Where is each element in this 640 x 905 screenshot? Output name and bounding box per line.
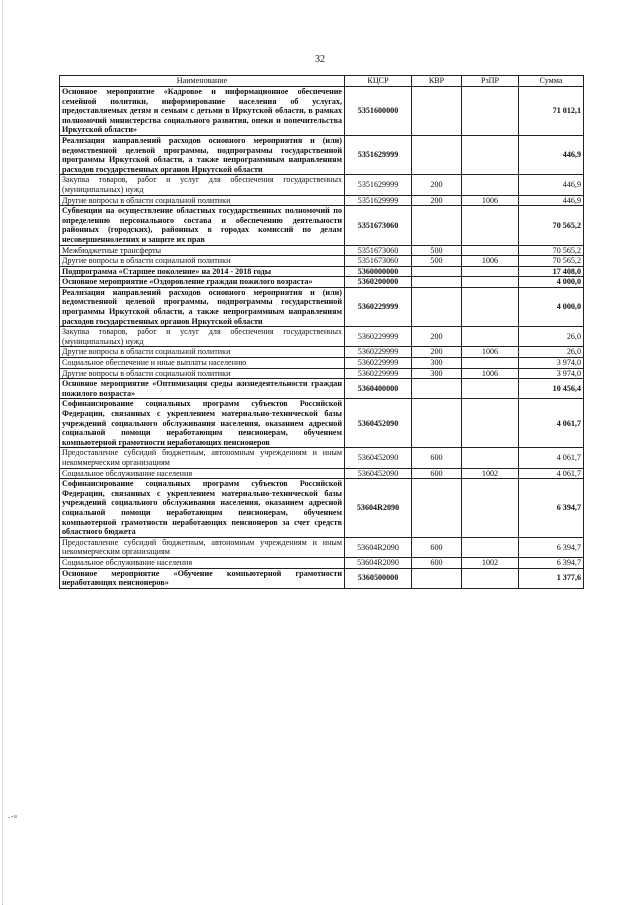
cell-sum: 3 974,0 — [519, 368, 584, 379]
header-rzpr: РзПР — [462, 76, 519, 87]
header-name: Наименование — [60, 76, 345, 87]
margin-mark: - ·· ≡ — [8, 813, 17, 821]
header-kcsr: КЦСР — [345, 76, 412, 87]
table-row — [60, 266, 584, 277]
table-row — [60, 287, 584, 326]
cell-sum: 446,9 — [519, 175, 584, 195]
cell-sum: 446,9 — [519, 195, 584, 206]
table-row — [60, 557, 584, 568]
cell-kvr: 200 — [412, 195, 462, 206]
table-row — [60, 358, 584, 369]
cell-rzpr — [462, 87, 519, 136]
table-row — [60, 327, 584, 347]
cell-rzpr — [462, 399, 519, 448]
cell-kvr: 500 — [412, 245, 462, 256]
cell-kvr — [412, 135, 462, 174]
cell-kcsr: 5360500000 — [345, 568, 412, 588]
table-row — [60, 195, 584, 206]
cell-rzpr — [462, 206, 519, 245]
cell-sum: 4 000,0 — [519, 287, 584, 326]
cell-rzpr — [462, 277, 519, 288]
cell-sum: 70 565,2 — [519, 206, 584, 245]
cell-rzpr — [462, 479, 519, 538]
cell-sum: 4 061,7 — [519, 448, 584, 468]
cell-sum: 4 061,7 — [519, 399, 584, 448]
table-row — [60, 368, 584, 379]
header-sum: Сумма — [519, 76, 584, 87]
cell-name: Предоставление субсидий бюджетным, автономным учреждениям и иным некоммерческим организациям — [60, 537, 345, 557]
cell-sum: 4 000,0 — [519, 277, 584, 288]
cell-kcsr: 53604R2090 — [345, 537, 412, 557]
table-row — [60, 399, 584, 448]
cell-sum: 3 974,0 — [519, 358, 584, 369]
cell-kcsr: 5351629999 — [345, 135, 412, 174]
cell-kvr — [412, 277, 462, 288]
table-row — [60, 468, 584, 479]
cell-kcsr: 5351673060 — [345, 206, 412, 245]
scan-edge — [2, 0, 4, 905]
table-body — [60, 87, 584, 589]
table-row — [60, 245, 584, 256]
cell-rzpr — [462, 287, 519, 326]
header-kvr: КВР — [412, 76, 462, 87]
cell-name: Другие вопросы в области социальной политики — [60, 195, 345, 206]
cell-rzpr: 1002 — [462, 557, 519, 568]
table-row — [60, 347, 584, 358]
cell-rzpr: 1006 — [462, 368, 519, 379]
cell-kcsr: 5360000000 — [345, 266, 412, 277]
cell-kvr: 300 — [412, 358, 462, 369]
table-row — [60, 277, 584, 288]
cell-kcsr: 5351673060 — [345, 256, 412, 267]
cell-name: Подпрограмма «Старшее поколение» на 2014 - 2018 годы — [60, 266, 345, 277]
cell-kvr — [412, 479, 462, 538]
cell-name: Другие вопросы в области социальной политики — [60, 347, 345, 358]
cell-rzpr — [462, 327, 519, 347]
cell-kvr — [412, 399, 462, 448]
cell-name: Социальное обслуживание населения — [60, 468, 345, 479]
cell-name: Основное мероприятие «Обучение компьютерной грамотности неработающих пенсионеров» — [60, 568, 345, 588]
cell-name: Софинансирование социальных программ субъектов Российской Федерации, связанных с укреплением материально-технической базы учреждений социального обслуживания населения, оказанием адресной социальной помощи неработающим пенсионерам, обучением компьютерной грамотности неработающих пенсионеров за счет средств областного бюджета — [60, 479, 345, 538]
table-header-row — [60, 76, 584, 87]
cell-sum: 70 565,2 — [519, 245, 584, 256]
cell-sum: 4 061,7 — [519, 468, 584, 479]
table-row — [60, 479, 584, 538]
cell-name: Межбюджетные трансферты — [60, 245, 345, 256]
cell-name: Другие вопросы в области социальной политики — [60, 256, 345, 267]
cell-rzpr — [462, 245, 519, 256]
cell-rzpr: 1006 — [462, 347, 519, 358]
table-row — [60, 135, 584, 174]
cell-kcsr: 5351600000 — [345, 87, 412, 136]
cell-kvr: 200 — [412, 175, 462, 195]
budget-table — [59, 75, 584, 589]
cell-kcsr: 5360229999 — [345, 358, 412, 369]
cell-sum: 10 456,4 — [519, 379, 584, 399]
cell-name: Основное мероприятие «Оптимизация среды жизнедеятельности граждан пожилого возраста» — [60, 379, 345, 399]
cell-rzpr: 1006 — [462, 195, 519, 206]
cell-name: Основное мероприятие «Кадровое и информационное обеспечение семейной политики, информирование населения об услугах, предоставляемых детям и семьям с детьми в Иркутской области, в рамках полномочий министерства социального развития, опеки и попечительства Иркутской области» — [60, 87, 345, 136]
cell-kcsr: 5360229999 — [345, 368, 412, 379]
cell-sum: 6 394,7 — [519, 537, 584, 557]
cell-kvr: 200 — [412, 327, 462, 347]
cell-kcsr: 5351673060 — [345, 245, 412, 256]
cell-name: Реализация направлений расходов основного мероприятия и (или) ведомственной целевой программы, подпрограммы государственной программы Иркутской области, а также непрограммным направлениям расходов государственных органов Иркутской области — [60, 287, 345, 326]
cell-sum: 6 394,7 — [519, 557, 584, 568]
cell-kvr — [412, 287, 462, 326]
cell-sum: 17 408,0 — [519, 266, 584, 277]
cell-kcsr: 5360229999 — [345, 347, 412, 358]
cell-name: Закупка товаров, работ и услуг для обеспечения государственных (муниципальных) нужд — [60, 327, 345, 347]
cell-rzpr — [462, 266, 519, 277]
cell-rzpr — [462, 135, 519, 174]
cell-kcsr: 5360400000 — [345, 379, 412, 399]
cell-rzpr — [462, 537, 519, 557]
cell-rzpr — [462, 175, 519, 195]
cell-sum: 70 565,2 — [519, 256, 584, 267]
cell-kcsr: 5360229999 — [345, 287, 412, 326]
cell-kcsr: 5360229999 — [345, 327, 412, 347]
cell-kcsr: 5360452090 — [345, 468, 412, 479]
cell-sum: 6 394,7 — [519, 479, 584, 538]
cell-rzpr — [462, 568, 519, 588]
cell-kvr: 600 — [412, 557, 462, 568]
cell-kcsr: 5360200000 — [345, 277, 412, 288]
table-row — [60, 175, 584, 195]
cell-name: Основное мероприятие «Оздоровление граждан пожилого возраста» — [60, 277, 345, 288]
cell-kcsr: 53604R2090 — [345, 557, 412, 568]
cell-name: Предоставление субсидий бюджетным, автономным учреждениям и иным некоммерческим организациям — [60, 448, 345, 468]
cell-name: Социальное обслуживание населения — [60, 557, 345, 568]
table-row — [60, 256, 584, 267]
cell-kvr — [412, 266, 462, 277]
cell-name: Субвенции на осуществление областных государственных полномочий по определению персонального состава и обеспечению деятельности районных (городских), районных в городах комиссий по делам несовершеннолетних и защите их прав — [60, 206, 345, 245]
table-row — [60, 379, 584, 399]
table-row — [60, 537, 584, 557]
cell-sum: 1 377,6 — [519, 568, 584, 588]
cell-rzpr — [462, 448, 519, 468]
table-row — [60, 87, 584, 136]
cell-kcsr: 53604R2090 — [345, 479, 412, 538]
table-row — [60, 568, 584, 588]
cell-name: Закупка товаров, работ и услуг для обеспечения государственных (муниципальных) нужд — [60, 175, 345, 195]
cell-kcsr: 5360452090 — [345, 448, 412, 468]
cell-kvr: 600 — [412, 448, 462, 468]
page-number: 32 — [315, 54, 325, 65]
cell-name: Другие вопросы в области социальной политики — [60, 368, 345, 379]
table-row — [60, 448, 584, 468]
cell-sum: 26,0 — [519, 327, 584, 347]
cell-rzpr — [462, 379, 519, 399]
cell-rzpr — [462, 358, 519, 369]
cell-sum: 446,9 — [519, 135, 584, 174]
cell-rzpr: 1002 — [462, 468, 519, 479]
cell-kvr — [412, 206, 462, 245]
cell-kcsr: 5351629999 — [345, 195, 412, 206]
cell-kvr: 200 — [412, 347, 462, 358]
cell-kvr: 300 — [412, 368, 462, 379]
cell-kcsr: 5351629999 — [345, 175, 412, 195]
cell-kvr — [412, 87, 462, 136]
cell-kcsr: 5360452090 — [345, 399, 412, 448]
cell-name: Социальное обеспечение и иные выплаты населению — [60, 358, 345, 369]
cell-kvr — [412, 568, 462, 588]
cell-sum: 26,0 — [519, 347, 584, 358]
cell-name: Реализация направлений расходов основного мероприятия и (или) ведомственной целевой программы, подпрограммы государственной программы Иркутской области, а также непрограммным направлениям расходов государственных органов Иркутской области — [60, 135, 345, 174]
cell-kvr: 600 — [412, 537, 462, 557]
cell-sum: 71 012,1 — [519, 87, 584, 136]
cell-rzpr: 1006 — [462, 256, 519, 267]
table-row — [60, 206, 584, 245]
cell-kvr: 500 — [412, 256, 462, 267]
cell-kvr — [412, 379, 462, 399]
cell-kvr: 600 — [412, 468, 462, 479]
cell-name: Софинансирование социальных программ субъектов Российской Федерации, связанных с укреплением материально-технической базы учреждений социального обслуживания населения, оказанием адресной социальной помощи неработающим пенсионерам, обучением компьютерной грамотности неработающих пенсионеров — [60, 399, 345, 448]
